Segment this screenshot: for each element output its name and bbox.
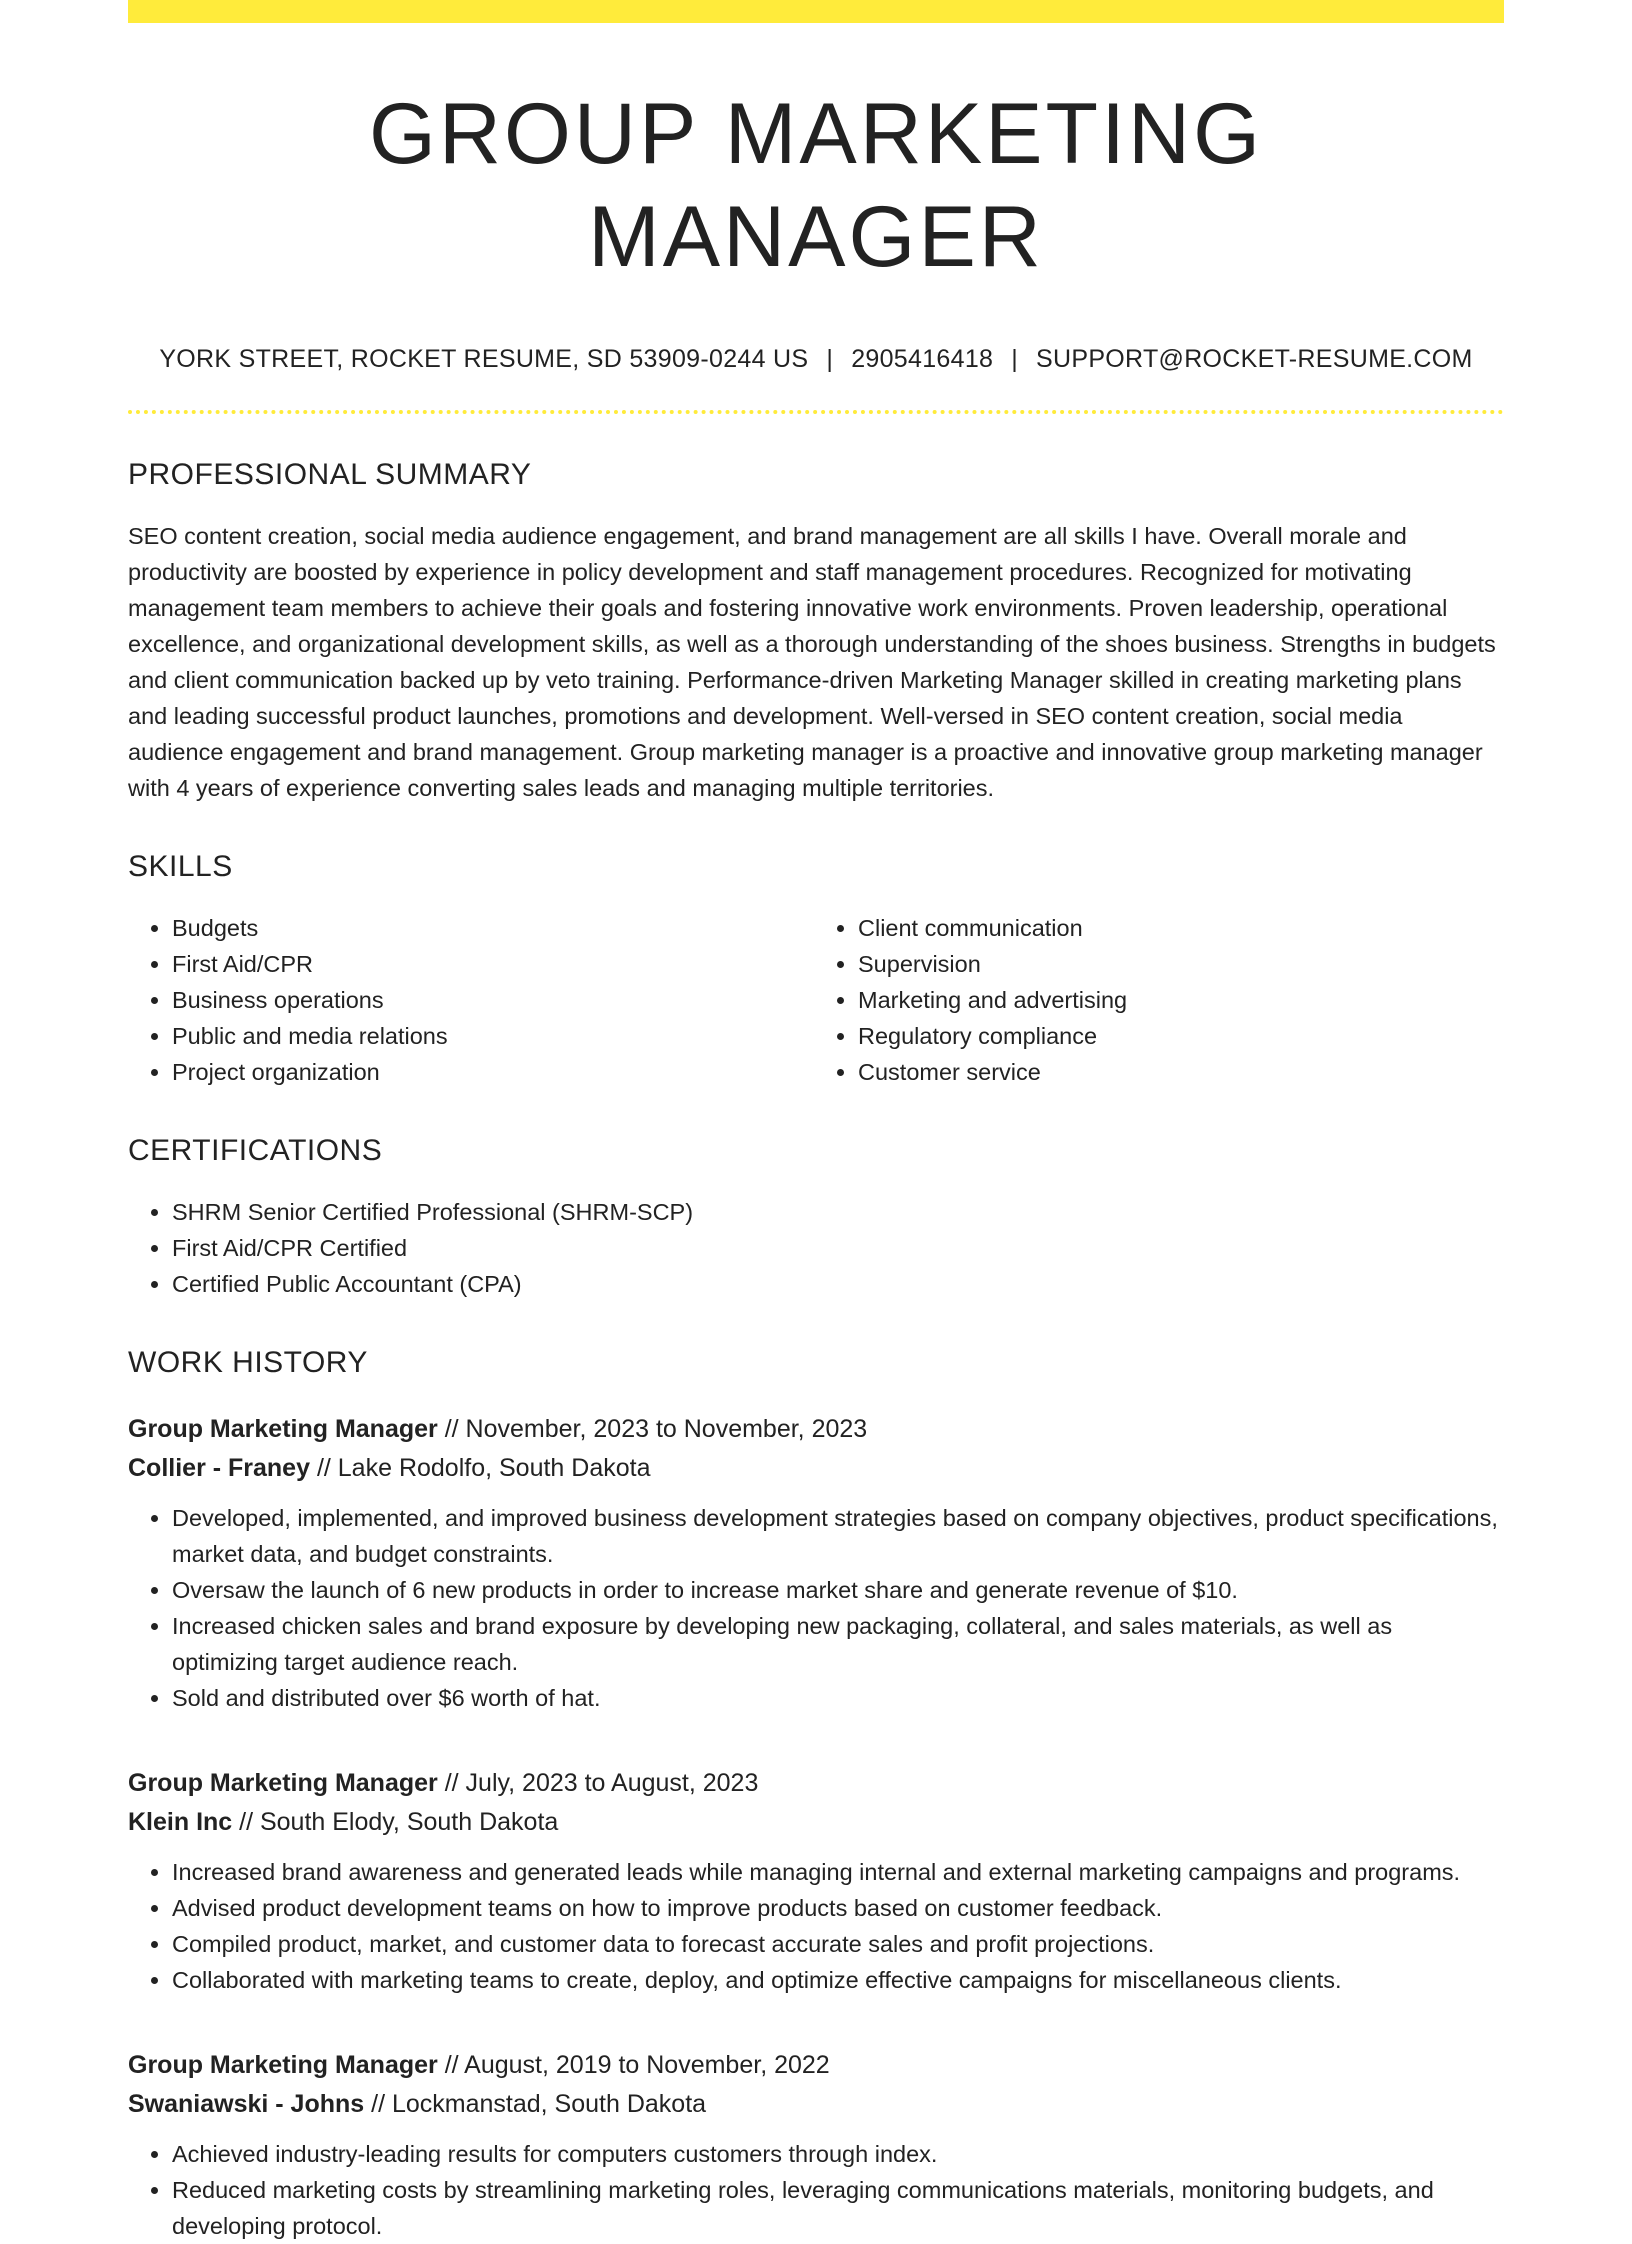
- job-dates: // November, 2023 to November, 2023: [437, 1415, 868, 1444]
- certifications-section: [128, 1134, 1504, 1302]
- job-location: // Lockmanstad, South Dakota: [364, 2090, 707, 2119]
- job-title-line: [128, 1764, 1504, 1803]
- job-title-line: [128, 2046, 1504, 2085]
- contact-email[interactable]: SUPPORT@ROCKET-RESUME.COM: [1036, 345, 1473, 374]
- work-history-section: [128, 1346, 1504, 2244]
- skill-item: • Customer service: [858, 1054, 1504, 1090]
- job-location: // Lake Rodolfo, South Dakota: [310, 1454, 651, 1483]
- job-title: Group Marketing Manager: [128, 1769, 438, 1798]
- skill-item: • Regulatory compliance: [858, 1018, 1504, 1054]
- certifications-heading: CERTIFICATIONS: [128, 1134, 383, 1168]
- contact-address: YORK STREET, ROCKET RESUME, SD 53909-0244 US: [159, 345, 809, 374]
- work-history-heading: WORK HISTORY: [128, 1346, 368, 1380]
- job-bullet: • Compiled product, market, and customer data to forecast accurate sales and profit projections.: [172, 1926, 1504, 1962]
- resume-title: GROUP MARKETING MANAGER: [369, 86, 1263, 286]
- dotted-divider: [128, 410, 1504, 414]
- skills-grid: [128, 910, 1504, 1090]
- certification-item: • SHRM Senior Certified Professional (SHRM-SCP): [172, 1194, 1504, 1230]
- job-company-line: [128, 1803, 1504, 1842]
- job-company-line: [128, 2085, 1504, 2124]
- job-bullet: • Developed, implemented, and improved business development strategies based on company objectives, product specifications, market data, and budget constraints.: [172, 1500, 1504, 1572]
- skills-heading: SKILLS: [128, 850, 233, 884]
- job-bullet: • Increased brand awareness and generated leads while managing internal and external marketing campaigns and programs.: [172, 1854, 1504, 1890]
- job-bullet: • Oversaw the launch of 6 new products in order to increase market share and generate revenue of $10.: [172, 1572, 1504, 1608]
- job-dates: // August, 2019 to November, 2022: [437, 2051, 830, 2080]
- contact-phone[interactable]: 2905416418: [851, 345, 994, 374]
- skill-item: • Marketing and advertising: [858, 982, 1504, 1018]
- contact-line: [128, 345, 1504, 374]
- job-dates: // July, 2023 to August, 2023: [437, 1769, 759, 1798]
- summary-section: [128, 458, 1504, 806]
- skill-item: • Client communication: [858, 910, 1504, 946]
- job-location: // South Elody, South Dakota: [232, 1808, 559, 1837]
- summary-heading: PROFESSIONAL SUMMARY: [128, 458, 532, 492]
- contact-separator: |: [1011, 345, 1019, 374]
- certification-item: • First Aid/CPR Certified: [172, 1230, 1504, 1266]
- job-bullet: • Achieved industry-leading results for computers customers through index.: [172, 2136, 1504, 2172]
- skill-item: • Project organization: [172, 1054, 818, 1090]
- job-bullet: • Advised product development teams on how to improve products based on customer feedback.: [172, 1890, 1504, 1926]
- skills-list-left: [128, 910, 818, 1090]
- skill-item: • Budgets: [172, 910, 818, 946]
- job-bullets: [128, 2136, 1504, 2244]
- contact-separator: |: [826, 345, 834, 374]
- job-entry: [128, 1410, 1504, 1716]
- job-entry: [128, 2046, 1504, 2244]
- resume-page: [128, 0, 1504, 2244]
- job-bullets: [128, 1854, 1504, 1998]
- job-title: Group Marketing Manager: [128, 2051, 438, 2080]
- job-title: Group Marketing Manager: [128, 1415, 438, 1444]
- skill-item: • Public and media relations: [172, 1018, 818, 1054]
- certification-item: • Certified Public Accountant (CPA): [172, 1266, 1504, 1302]
- accent-top-bar: [128, 0, 1504, 23]
- job-entry: [128, 1764, 1504, 1998]
- job-company: Collier - Franey: [128, 1454, 310, 1483]
- skill-item: • Business operations: [172, 982, 818, 1018]
- skills-list-right: [814, 910, 1504, 1090]
- job-bullet: • Reduced marketing costs by streamlining marketing roles, leveraging communications materials, monitoring budgets, and developing protocol.: [172, 2172, 1504, 2244]
- certifications-list: [128, 1194, 1504, 1302]
- job-title-line: [128, 1410, 1504, 1449]
- skill-item: • First Aid/CPR: [172, 946, 818, 982]
- job-company: Klein Inc: [128, 1808, 233, 1837]
- job-bullets: [128, 1500, 1504, 1716]
- skill-item: • Supervision: [858, 946, 1504, 982]
- skills-section: [128, 850, 1504, 1090]
- summary-text: SEO content creation, social media audience engagement, and brand management are all skills I have. Overall morale and productivity are boosted by experience in policy development and staff management procedures. Recognized for motivating management team members to achieve their goals and fostering innovative work environments. Proven leadership, operational excellence, and organizational development skills, as well as a thorough understanding of the shoes business. Strengths in budgets and client communication backed up by veto training. Performance-driven Marketing Manager skilled in creating marketing plans and leading successful product launches, promotions and development. Well-versed in SEO content creation, social media audience engagement and brand management. Group marketing manager is a proactive and innovative group marketing manager with 4 years of experience converting sales leads and managing multiple territories.: [128, 523, 1496, 802]
- job-company: Swaniawski - Johns: [128, 2090, 365, 2119]
- job-bullet: • Increased chicken sales and brand exposure by developing new packaging, collateral, and sales materials, as well as optimizing target audience reach.: [172, 1608, 1504, 1680]
- job-bullet: • Sold and distributed over $6 worth of hat.: [172, 1680, 1504, 1716]
- job-bullet: • Collaborated with marketing teams to create, deploy, and optimize effective campaigns for miscellaneous clients.: [172, 1962, 1504, 1998]
- job-company-line: [128, 1449, 1504, 1488]
